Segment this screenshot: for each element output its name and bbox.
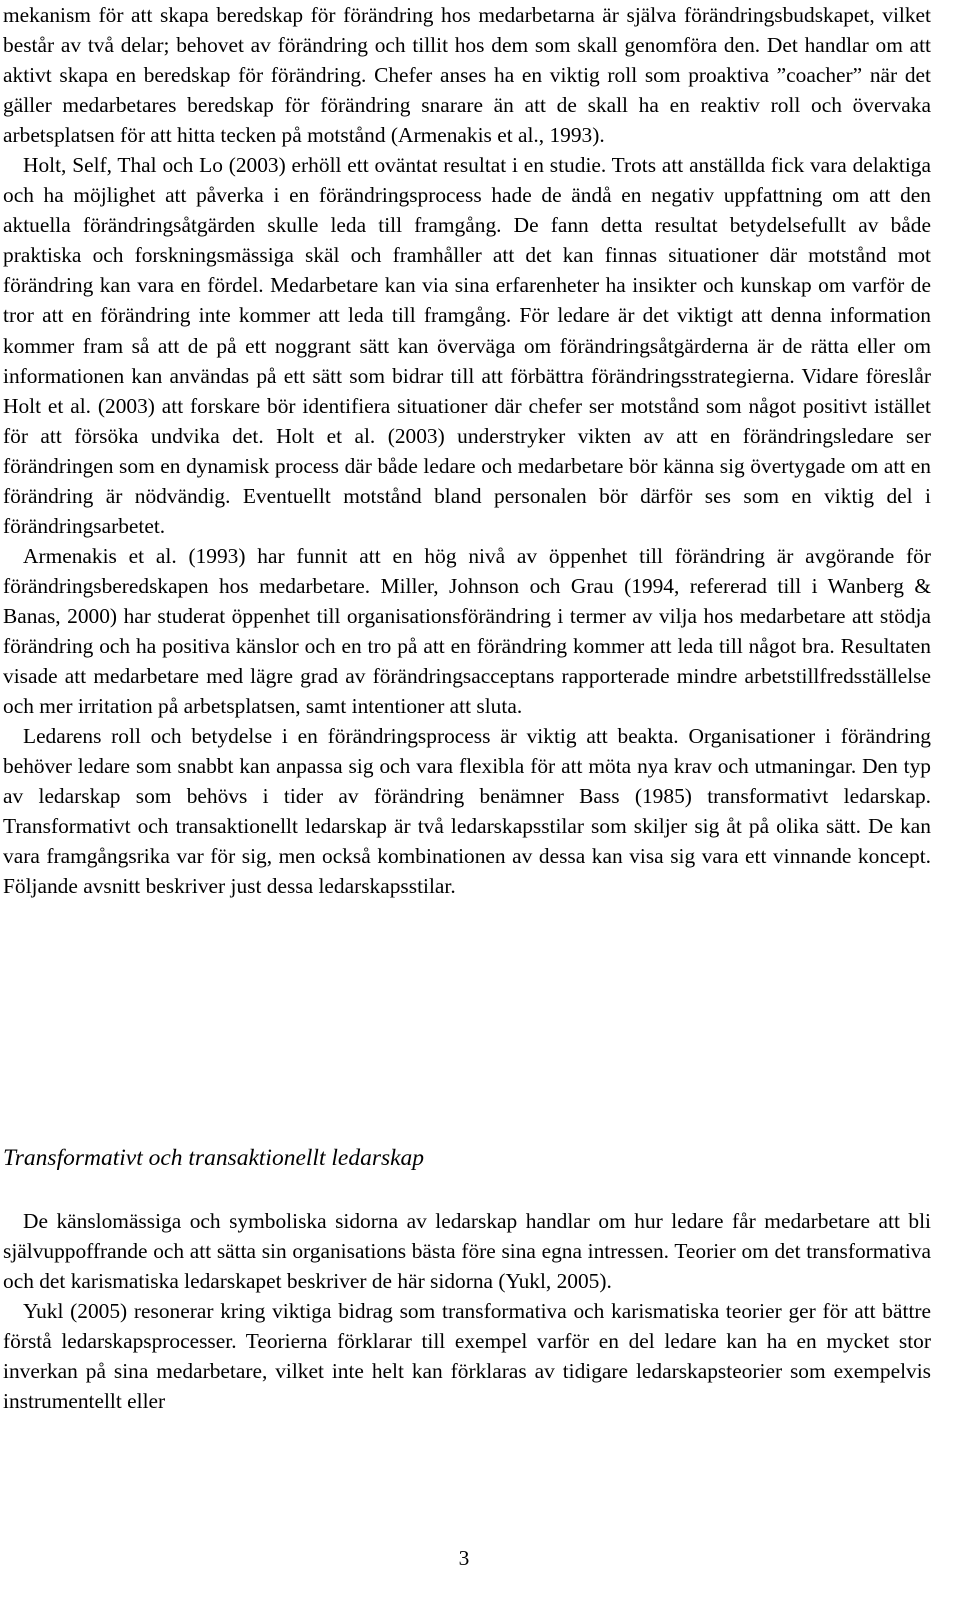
paragraph: Armenakis et al. (1993) har funnit att en hög nivå av öppenhet till förändring är avgörande för förändringsberedskapen hos medarbetare. Miller, Johnson och Grau (1994, refererad till i Wanberg & Banas, 2000) har studerat öppenhet till organisationsförändring i termer av vilja hos medarbetare att stödja förändring och ha positiva känslor och en tro på att en förändring kommer att leda till något bra. Resultaten visade att medarbetare med lägre grad av förändringsacceptans rapporterade mindre arbetstillfredsställelse och mer irritation på arbetsplatsen, samt intentioner att sluta. [3,543,931,719]
paragraph: Holt, Self, Thal och Lo (2003) erhöll ett oväntat resultat i en studie. Trots att anställda fick vara delaktiga och ha möjlighet att påverka i en förändringsprocess hade de ändå en negativ uppfattning om att den aktuella förändringsåtgärden skulle leda till framgång. De fann detta resultat betydelsefullt av både praktiska och forskningsmässiga skäl och framhåller att det kan finnas situationer där motstånd mot förändring kan vara en fördel. Medarbetare kan via sina erfarenheter ha insikter och kunskap om varför de tror att en förändring inte kommer att leda till framgång. För ledare är det viktigt att denna information kommer fram så att de på ett noggrant sätt kan överväga om förändringsåtgärderna är de rätta eller om informationen kan användas på ett sätt som bidrar till att förbättra förändringsstrategierna. Vidare föreslår Holt et al. (2003) att forskare bör identifiera situationer där chefer ser motstånd som något positivt istället för att försöka undvika det. Holt et al. (2003) understryker vikten av att en förändringsledare ser förändringen som en dynamisk process där både ledare och medarbetare bör känna sig övertygade om att en förändring är nödvändig. Eventuellt motstånd bland personalen bör därför ses som en viktig del i förändringsarbetet. [3,153,931,538]
paragraph: De känslomässiga och symboliska sidorna av ledarskap handlar om hur ledare får medarbetare att bli självuppoffrande och att sätta sin organisations bästa före sina egna intressen. Teorier om det transformativa och det karismatiska ledarskapet beskriver de här sidorna (Yukl, 2005). [3,1209,931,1294]
paragraph: Ledarens roll och betydelse i en förändringsprocess är viktig att beakta. Organisationer i förändring behöver ledare som snabbt kan anpassa sig och vara flexibla för att möta nya krav och utmaningar. Den typ av ledarskap som behövs i tider av förändring benämner Bass (1985) transformativt ledarskap. Transformativt och transaktionellt ledarskap är två ledarskapsstilar som skiljer sig åt på olika sätt. De kan vara framgångsrika var för sig, men också kombinationen av dessa kan visa sig vara ett vinnande koncept. Följande avsnitt beskriver just dessa ledarskapsstilar. [3,724,931,899]
page-number: 3 [458,1546,470,1570]
section-heading: Transformativt och transaktionellt ledarskap [3,1145,425,1171]
section-body-1 [3,0,931,901]
section-body-2 [3,1206,931,1416]
paragraph: Yukl (2005) resonerar kring viktiga bidrag som transformativa och karismatiska teorier ger för att bättre förstå ledarskapsprocesser. Teorierna förklarar till exempel varför en del ledare kan ha en mycket stor inverkan på sina medarbetare, vilket inte helt kan förklaras av tidigare ledarskapsteorier som exempelvis instrumentellt eller [3,1299,931,1414]
paragraph: mekanism för att skapa beredskap för förändring hos medarbetarna är själva förändringsbudskapet, vilket består av två delar; behovet av förändring och tillit hos dem som skall genomföra den. Det handlar om att aktivt skapa en beredskap för förändring. Chefer anses ha en viktig roll som proaktiva ”coacher” när det gäller medarbetares beredskap för förändring snarare än att de skall ha en reaktiv roll och övervaka arbetsplatsen för att hitta tecken på motstånd (Armenakis et al., 1993). [3,3,931,148]
document-page [3,0,931,901]
